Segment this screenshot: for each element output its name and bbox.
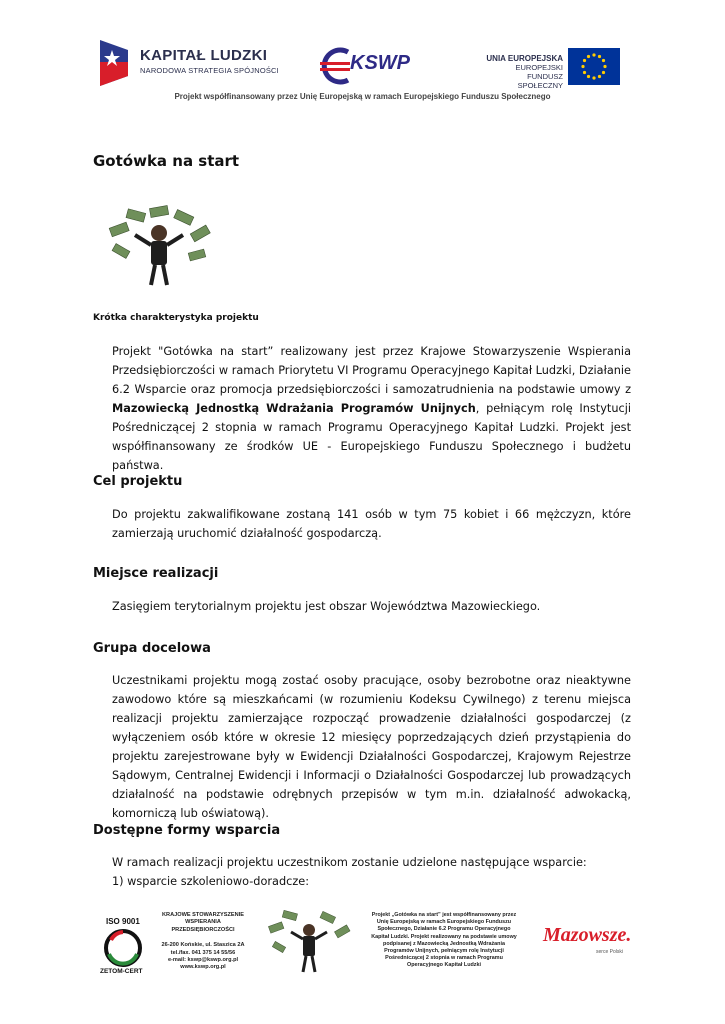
support-item-1: 1) wsparcie szkoleniowo-doradcze: [112, 875, 310, 888]
kswp-address: 26-200 Końskie, ul. Staszica 2A [161, 942, 245, 949]
kapital-ludzki-title: KAPITAŁ LUDZKI [140, 47, 268, 64]
iso-label: ISO 9001 [106, 917, 140, 926]
project-note-line: Pośredniczącej 2 stopnia w ramach Programu [385, 955, 503, 962]
page-title: Gotówka na start [93, 152, 240, 170]
kapital-ludzki-flag-icon [98, 40, 132, 86]
eu-flag-icon [568, 48, 620, 85]
target-group-heading: Grupa docelowa [93, 641, 211, 656]
intro-text-1: Projekt "Gotówka na start” realizowany jest przez Krajowe Stowarzyszenie Wspierania Przedsiębiorczości w ramach Priorytetu VI Programu Operacyjnego Kapitał Ludzki, Działanie 6.2 Wsparcie oraz promocja przedsiębiorczości i samozatrudnienia na podstawie umowy z [112, 345, 631, 396]
kswp-logo-text: KSWP [350, 52, 410, 74]
kswp-contact-block [155, 912, 251, 972]
project-note-line: Operacyjnego Kapitał Ludzki [407, 962, 481, 969]
target-group-paragraph: Uczestnikami projektu mogą zostać osoby pracujące, osoby bezrobotne oraz nieaktywne zawodowo które są mieszkańcami (w rozumieniu Kodeksu Cywilnego) z terenu miejsca realizacji projektu zamierzające rozpocząć prowadzenie działalności gospodarczej (z wyłączeniem osób które w okresie 12 miesięcy poprzedzających dzień przystąpienia do projektu zarejestrowane były w Ewidencji Działalności Gospodarczej, Krajowym Rejestrze Sądowym, Centralnej Ewidencji i Informacji o Działalności Gospodarczej lub prowadzących działalność na podstawie odrębnych przepisów w tym m.in. działalność adwokacką, komorniczą lub oświatową). [112, 674, 631, 820]
footer-money-man-illustration [265, 908, 355, 976]
short-characteristics-heading: Krótka charakterystyka projektu [93, 313, 259, 323]
money-man-illustration [105, 205, 215, 290]
mazowsze-tagline: serce Polski [596, 949, 623, 955]
zetom-label: ZETOM-CERT [100, 968, 143, 975]
kswp-name-line-2: WSPIERANIA [185, 919, 221, 926]
kswp-email: e-mail: kswp@kswp.org.pl [167, 957, 239, 964]
project-note-line: Projekt „Gotówka na start” jest współfinansowany przez [371, 912, 517, 918]
intro-text-2: , pełniącym rolę Instytucji Pośredniczącej 2 stopnia w ramach Programu Operacyjnego Kapitał Ludzki. Projekt jest współfinansowany ze środków UE - Europejskiego Funduszu Społecznego i budżetu państwa. [112, 402, 631, 472]
kswp-website: www.kswp.org.pl [180, 964, 226, 971]
kswp-phone: tel./fax. 041 375 14 55/56 [170, 949, 236, 956]
intro-bold-text: Mazowiecką Jednostką Wdrażania Programów Unijnych [112, 402, 476, 415]
place-paragraph: Zasięgiem terytorialnym projektu jest obszar Województwa Mazowieckiego. [112, 600, 541, 613]
eu-label-1: UNIA EUROPEJSKA [486, 54, 563, 63]
goal-paragraph: Do projektu zakwalifikowane zostaną 141 osób w tym 75 kobiet i 66 mężczyzn, które zamierzają uruchomić działalność gospodarczą. [112, 508, 631, 540]
cofinancing-note: Projekt współfinansowany przez Unię Europejską w ramach Europejskiego Funduszu Społecznego [174, 92, 551, 101]
eu-label-2: EUROPEJSKI [515, 63, 563, 72]
kapital-ludzki-subtitle: NARODOWA STRATEGIA SPÓJNOŚCI [140, 66, 279, 75]
project-note-line: Społecznego, Działanie 6.2 Programu Operacyjnego [377, 926, 511, 933]
project-note-line: Programów Unijnych, pełniącym rolę Instytucji [384, 948, 504, 955]
iso-certificate-icon [103, 928, 143, 968]
kswp-name-line-1: KRAJOWE STOWARZYSZENIE [162, 912, 244, 918]
project-note-line: Unię Europejską w ramach Europejskiego Funduszu [376, 919, 512, 926]
eu-label-3: FUNDUSZ SPOŁECZNY [517, 72, 563, 90]
place-heading: Miejsce realizacji [93, 566, 219, 581]
kswp-name-line-3: PRZEDSIĘBIORCZOŚCI [171, 926, 235, 933]
goal-heading: Cel projektu [93, 474, 183, 489]
project-note-line: podpisanej z Mazowiecką Jednostką Wdrażania [383, 940, 505, 947]
project-note-block [362, 912, 526, 970]
intro-paragraph [112, 342, 631, 475]
mazowsze-logo: Mazowsze. [543, 924, 632, 946]
support-intro-line: W ramach realizacji projektu uczestnikom zostanie udzielone następujące wsparcie: [112, 856, 587, 869]
project-note-line: Kapitał Ludzki. Projekt realizowany na podstawie umowy [371, 933, 517, 940]
support-heading: Dostępne formy wsparcia [93, 823, 281, 838]
